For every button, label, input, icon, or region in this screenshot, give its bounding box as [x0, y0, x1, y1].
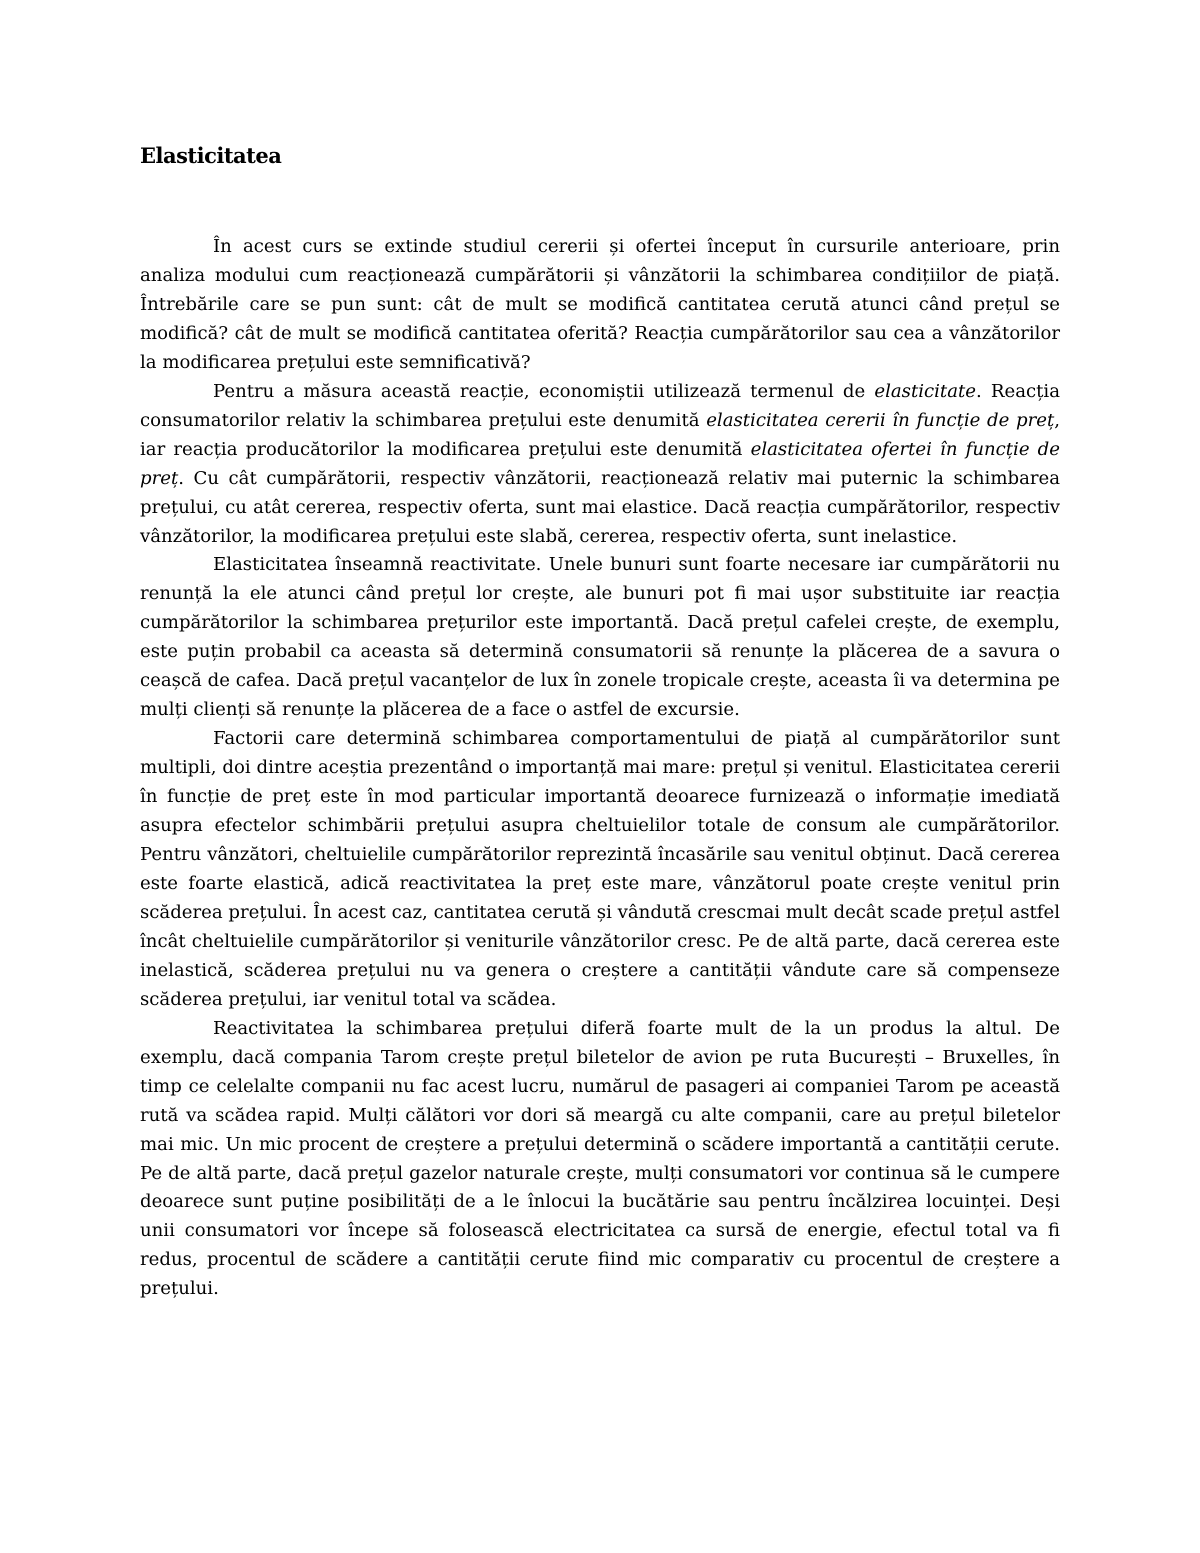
italic-term: elasticitatea cererii în funcție de preț: [706, 409, 1055, 431]
text-run: Factorii care determină schimbarea comportamentului de piață al cumpărătorilor sunt multipli, doi dintre aceștia prezentând o importanță mai mare: prețul și venitul. Elasticitatea cererii în funcție de preț este în mod particular importantă deoarece furnizează o informație imediată asupra efectelor schimbării prețului asupra cheltuielilor totale de consum ale cumpărătorilor. Pentru vânzători, cheltuielile cumpărătorilor reprezintă încasările sau venitul obținut. Dacă cererea este foarte elastică, adică reactivitatea la preț este mare, vânzătorul poate crește venitul prin scăderea prețului. În acest caz, cantitatea cerută și vândută crescmai mult decât scade prețul astfel încât cheltuielile cumpărătorilor și veniturile vânzătorilor cresc. Pe de altă parte, dacă cererea este inelastică, scăderea prețului nu va genera o creștere a cantității vândute care să compenseze scăderea prețului, iar venitul total va scădea.: [140, 728, 1060, 1010]
document-body: [140, 233, 1060, 1304]
document-title: Elasticitatea: [140, 143, 282, 168]
text-run: Pentru a măsura această reacție, economiștii utilizează termenul de: [213, 380, 875, 402]
body-paragraph: [140, 233, 1060, 378]
text-run: . Reacția consumatorilor relativ la schimbarea prețului este denumită: [140, 380, 1060, 431]
italic-term: elasticitate: [874, 380, 976, 402]
body-paragraph: [140, 725, 1060, 1015]
text-run: , iar reacția producătorilor la modificarea prețului este denumită: [140, 409, 1060, 460]
body-paragraph: [140, 551, 1060, 725]
body-paragraph: [140, 1015, 1060, 1305]
text-run: Elasticitatea înseamnă reactivitate. Unele bunuri sunt foarte necesare iar cumpărătorii nu renunță la ele atunci când prețul lor crește, ale bunuri pot fi mai ușor substituite iar reacția cumpărătorilor la schimbarea prețurilor este importantă. Dacă prețul cafelei crește, de exemplu, este puțin probabil ca aceasta să determină consumatorii să renunțe la plăcerea de a savura o ceașcă de cafea. Dacă prețul vacanțelor de lux în zonele tropicale crește, aceasta îi va determina pe mulți clienți să renunțe la plăcerea de a face o astfel de excursie.: [140, 554, 1060, 721]
text-run: . Cu cât cumpărătorii, respectiv vânzătorii, reacționează relativ mai puternic la schimbarea prețului, cu atât cererea, respectiv oferta, sunt mai elastice. Dacă reacția cumpărătorilor, respectiv vânzătorilor, la modificarea prețului este slabă, cererea, respectiv oferta, sunt inelastice.: [140, 467, 1060, 547]
text-run: În acest curs se extinde studiul cererii și ofertei început în cursurile anterioare, prin analiza modului cum reacționează cumpărătorii și vânzătorii la schimbarea condițiilor de piață. Întrebările care se pun sunt: cât de mult se modifică cantitatea cerută atunci când prețul se modifică? cât de mult se modifică cantitatea oferită? Reacția cumpărătorilor sau cea a vânzătorilor la modificarea prețului este semnificativă?: [140, 236, 1060, 373]
body-paragraph: [140, 378, 1060, 552]
italic-term: elasticitatea ofertei în funcție de preț: [140, 438, 1060, 489]
text-run: Reactivitatea la schimbarea prețului diferă foarte mult de la un produs la altul. De exemplu, dacă compania Tarom crește prețul biletelor de avion pe ruta București – Bruxelles, în timp ce celelalte companii nu fac acest lucru, numărul de pasageri ai companiei Tarom pe această rută va scădea rapid. Mulți călători vor dori să meargă cu alte companii, care au prețul biletelor mai mic. Un mic procent de creștere a prețului determină o scădere importantă a cantității cerute. Pe de altă parte, dacă prețul gazelor naturale crește, mulți consumatori vor continua să le cumpere deoarece sunt puține posibilități de a le înlocui la bucătărie sau pentru încălzirea locuinței. Deși unii consumatori vor începe să folosească electricitatea ca sursă de energie, efectul total va fi redus, procentul de scădere a cantității cerute fiind mic comparativ cu procentul de creștere a prețului.: [140, 1017, 1060, 1300]
